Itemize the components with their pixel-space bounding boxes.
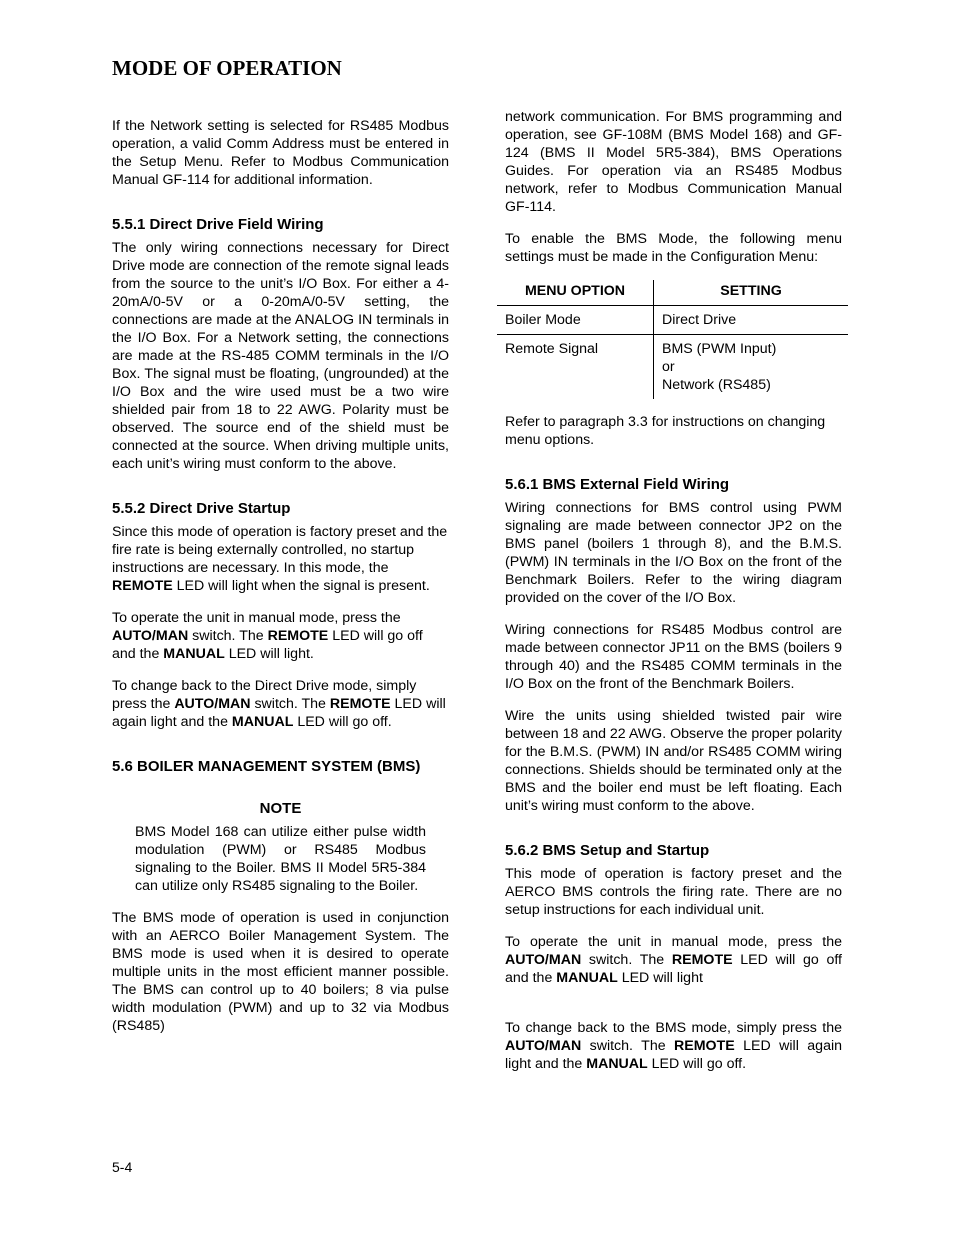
section-5-5-2-paragraph-3: To change back to the Direct Drive mode, simply press the AUTO/MAN switch. The REMOTE LED will again light and the MANUAL LED will go off.: [112, 678, 446, 730]
menu-settings-table: [497, 280, 848, 399]
table-cell-option: Boiler Mode: [497, 306, 654, 335]
left-column: [112, 117, 449, 1049]
section-5-5-1-heading: 5.5.1 Direct Drive Field Wiring: [112, 216, 324, 233]
right-column: [505, 108, 842, 1087]
table-header-setting: SETTING: [654, 280, 849, 306]
section-5-6-1-paragraph-2: Wiring connections for RS485 Modbus control are made between connector JP11 on the BMS (boilers 9 through 40) and the RS485 COMM terminals in the I/O Box on the front of the Benchmark Boilers.: [505, 622, 842, 692]
table-header-menu-option: MENU OPTION: [497, 280, 654, 306]
page-number: 5-4: [112, 1159, 133, 1175]
section-5-6-2-paragraph-3: To change back to the BMS mode, simply press the AUTO/MAN switch. The REMOTE LED will again light and the MANUAL LED will go off.: [505, 1020, 842, 1072]
setting-line: or: [662, 359, 675, 375]
section-5-6-2-paragraph-2: To operate the unit in manual mode, press the AUTO/MAN switch. The REMOTE LED will go off and the MANUAL LED will light: [505, 934, 842, 986]
section-5-6-heading: 5.6 BOILER MANAGEMENT SYSTEM (BMS): [112, 758, 421, 775]
section-5-6-1-paragraph-1: Wiring connections for BMS control using PWM signaling are made between connector JP2 on the BMS panel (boilers 1 through 8), and the B.M.S. (PWM) IN terminals in the I/O Box on the front of the Benchmark Boilers. Refer to the wiring diagram provided on the cover of the I/O Box.: [505, 500, 842, 606]
page-title: MODE OF OPERATION: [112, 56, 342, 80]
section-5-6-1-heading: 5.6.1 BMS External Field Wiring: [505, 476, 730, 493]
table-row: [497, 335, 848, 400]
section-5-6-2-paragraph-1: This mode of operation is factory preset and the AERCO BMS controls the firing rate. There are no setup instructions for each individual unit.: [505, 866, 842, 918]
intro-paragraph: If the Network setting is selected for RS485 Modbus operation, a valid Comm Address must be entered in the Setup Menu. Refer to Modbus Communication Manual GF-114 for additional information.: [112, 118, 449, 188]
setting-line: Network (RS485): [662, 377, 771, 393]
note-body: BMS Model 168 can utilize either pulse width modulation (PWM) or RS485 Modbus signaling to the Boiler. BMS II Model 5R5-384 can utilize only RS485 signaling to the Boiler.: [135, 824, 426, 894]
continued-paragraph: network communication. For BMS programming and operation, see GF-108M (BMS Model 168) and GF-124 (BMS II Model 5R5-384), BMS Operations Guides. For operation via an RS485 Modbus network, refer to Modbus Communication Manual GF-114.: [505, 109, 842, 215]
section-5-5-2-paragraph-1: Since this mode of operation is factory preset and the fire rate is being externally controlled, no startup instructions are necessary. In this mode, the REMOTE LED will light when the signal is present.: [112, 524, 448, 594]
table-cell-option: Remote Signal: [497, 335, 654, 400]
note-heading: NOTE: [259, 800, 302, 817]
section-5-6-1-paragraph-3: Wire the units using shielded twisted pair wire between 18 and 22 AWG. Observe the proper polarity for the B.M.S. (PWM) IN and/or RS485 COMM wiring connections. Shields should be terminated only at the BMS and the boiler end must be left floating. Each unit’s wiring must conform to the above.: [505, 708, 843, 814]
table-cell-setting: [654, 335, 849, 400]
refer-paragraph: Refer to paragraph 3.3 for instructions on changing menu options.: [505, 414, 826, 448]
section-5-5-2-paragraph-2: To operate the unit in manual mode, press the AUTO/MAN switch. The REMOTE LED will go off and the MANUAL LED will light.: [112, 610, 423, 662]
table-header-row: [497, 280, 848, 306]
table-cell-setting: Direct Drive: [654, 306, 849, 335]
table-row: [497, 306, 848, 335]
section-5-5-1-paragraph: The only wiring connections necessary for Direct Drive mode are connection of the remote signal leads from the source to the unit’s I/O Box. For either a 4-20mA/0-5V or a 0-20mA/0-5V setting, the connections are made at the ANALOG IN terminals in the I/O Box. For a Network setting, the connections are made at the RS-485 COMM terminals in the I/O Box. The signal must be floating, (ungrounded) at the I/O Box and the wire used must be a two wire shielded pair from 18 to 22 AWG. Polarity must be observed. The source end of the shield must be connected at the source. When driving multiple units, each unit’s wiring must conform to the above.: [112, 240, 449, 472]
setting-line: BMS (PWM Input): [662, 341, 777, 357]
section-5-6-2-heading: 5.6.2 BMS Setup and Startup: [505, 842, 710, 859]
enable-bms-paragraph: To enable the BMS Mode, the following menu settings must be made in the Configuration Menu:: [505, 231, 842, 265]
section-5-5-2-heading: 5.5.2 Direct Drive Startup: [112, 500, 291, 517]
section-5-6-paragraph: The BMS mode of operation is used in conjunction with an AERCO Boiler Management System. The BMS mode is used when it is desired to operate multiple units in the most efficient manner possible. The BMS can control up to 40 boilers; 8 via pulse width modulation (PWM) and up to 32 via Modbus (RS485): [112, 910, 449, 1034]
